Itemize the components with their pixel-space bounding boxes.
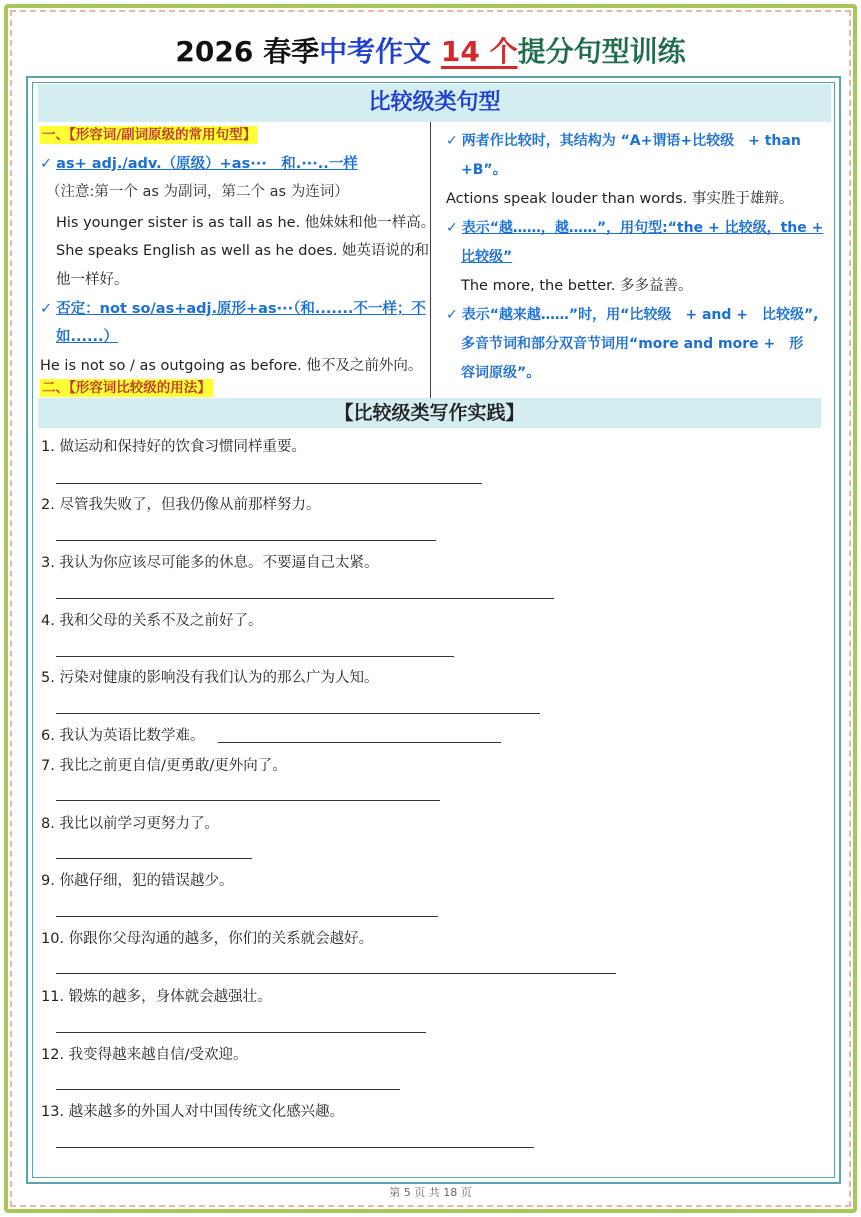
question-13: 13. 越来越多的外国人对中国传统文化感兴趣。 <box>41 1104 345 1120</box>
check-icon: ✓ <box>446 307 458 323</box>
left-example-2a: She speaks English as well as he does. 她英语说的和 <box>56 243 430 259</box>
question-12: 12. 我变得越来越自信/受欢迎。 <box>41 1047 248 1063</box>
question-6: 6. 我认为英语比数学难。 <box>41 728 205 744</box>
question-11: 11. 锻炼的越多，身体就会越强壮。 <box>41 989 272 1005</box>
left-example-3: He is not so / as outgoing as before. 他不及之前外向。 <box>40 358 423 374</box>
left-note-1: （注意:第一个 as 为副词，第二个 as 为连词） <box>46 184 349 200</box>
right-rule-3a: ✓ 表示“越来越……”时，用“比较级 + and + 比较级”, <box>446 307 819 323</box>
left-rule-2b: 如......） <box>56 329 119 345</box>
left-heading-1: 一、【形容词/副词原级的常用句型】 <box>42 127 257 143</box>
left-example-2b: 他一样好。 <box>56 272 129 288</box>
title-count: 14 个 <box>440 35 518 68</box>
section-title: 比较级类句型 <box>38 84 831 122</box>
question-4: 4. 我和父母的关系不及之前好了。 <box>41 613 263 629</box>
right-rule-2b: 比较级” <box>461 249 513 265</box>
answer-line-5[interactable] <box>56 713 540 714</box>
right-example-2: The more, the better. 多多益善。 <box>461 278 693 294</box>
right-rule-1b: +B”。 <box>461 162 507 178</box>
answer-line-11[interactable] <box>56 1032 426 1033</box>
title-year: 2026 春季 <box>175 35 320 68</box>
answer-line-8[interactable] <box>56 858 252 859</box>
question-9: 9. 你越仔细，犯的错误越少。 <box>41 873 234 889</box>
question-10: 10. 你跟你父母沟通的越多，你们的关系就会越好。 <box>41 931 374 947</box>
answer-line-10[interactable] <box>56 973 616 974</box>
title-topic: 中考作文 <box>319 35 432 68</box>
left-rule-2a: ✓ 否定：not so/as+adj.原形+as···（和.......不一样；不 <box>40 301 426 317</box>
answer-line-13[interactable] <box>56 1147 534 1148</box>
question-7: 7. 我比之前更自信/更勇敢/更外向了。 <box>41 758 287 774</box>
left-rule-1: ✓ as+ adj./adv.（原级）+as··· 和.···..一样 <box>40 156 358 172</box>
check-icon: ✓ <box>446 220 458 236</box>
question-8: 8. 我比以前学习更努力了。 <box>41 816 219 832</box>
question-2: 2. 尽管我失败了，但我仍像从前那样努力。 <box>41 497 321 513</box>
check-icon: ✓ <box>446 133 458 149</box>
answer-line-6[interactable] <box>218 742 501 743</box>
column-divider <box>430 122 431 398</box>
left-heading-2: 二、【形容词比较级的用法】 <box>42 380 211 396</box>
page-number: 第 5 页 共 18 页 <box>389 1186 472 1199</box>
page-title <box>0 30 861 74</box>
right-rule-2a: ✓ 表示“越……，越……”，用句型:“the + 比较级，the + <box>446 220 824 236</box>
check-icon: ✓ <box>40 301 53 317</box>
answer-line-7[interactable] <box>56 800 440 801</box>
question-3: 3. 我认为你应该尽可能多的休息。不要逼自己太紧。 <box>41 555 379 571</box>
title-suffix: 提分句型训练 <box>517 35 686 68</box>
answer-line-3[interactable] <box>56 598 554 599</box>
right-rule-3b: 多音节词和部分双音节词用“more and more + 形 <box>461 336 804 352</box>
answer-line-12[interactable] <box>56 1089 400 1090</box>
right-rule-3c: 容词原级”。 <box>461 365 541 381</box>
right-example-1: Actions speak louder than words. 事实胜于雄辩。 <box>446 191 794 207</box>
question-5: 5. 污染对健康的影响没有我们认为的那么广为人知。 <box>41 670 379 686</box>
check-icon: ✓ <box>40 156 53 172</box>
answer-line-9[interactable] <box>56 916 438 917</box>
right-rule-1a: ✓ 两者作比较时，其结构为 “A+谓语+比较级 + than <box>446 133 801 149</box>
answer-line-4[interactable] <box>56 656 454 657</box>
answer-line-2[interactable] <box>56 540 436 541</box>
question-1: 1. 做运动和保持好的饮食习惯同样重要。 <box>41 439 306 455</box>
answer-line-1[interactable] <box>56 483 482 484</box>
left-example-1: His younger sister is as tall as he. 他妹妹和他一样高。 <box>56 215 436 231</box>
practice-title: 【比较级类写作实践】 <box>38 398 821 428</box>
